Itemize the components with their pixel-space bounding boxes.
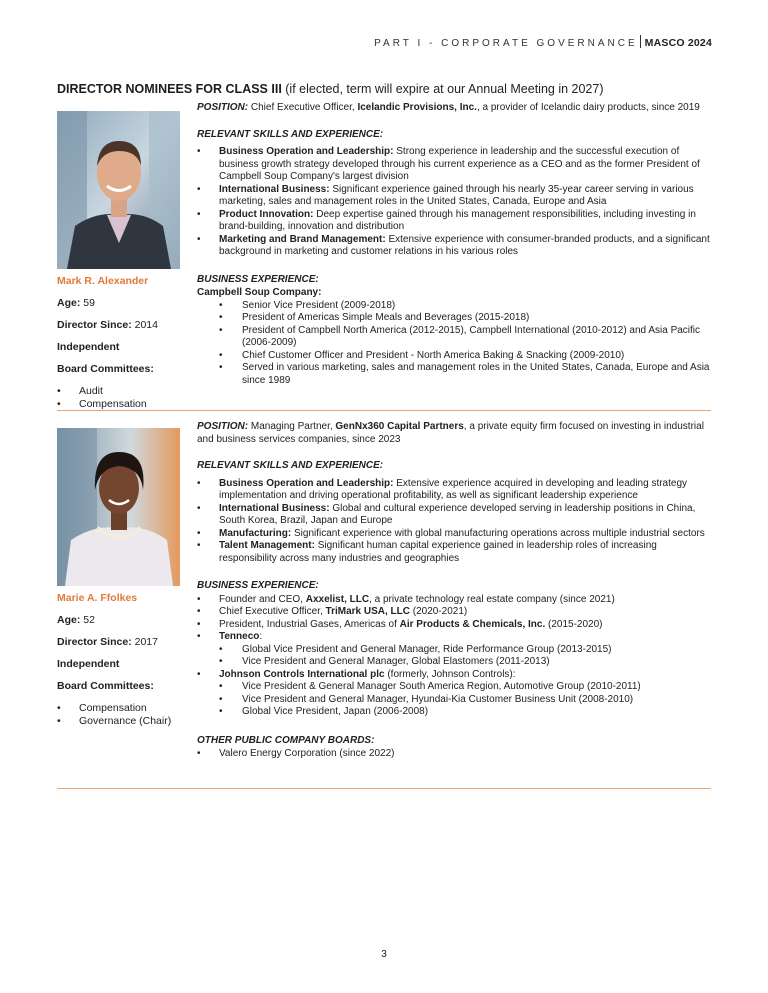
experience-list [197,594,711,719]
list-item: • Global Vice President, Japan (2006-2008) [219,706,711,719]
board-committees-label: Board Committees: [57,363,154,375]
list-item: • Compensation [57,702,185,715]
header-part: PART I - CORPORATE GOVERNANCE [374,38,638,49]
roles-list [197,300,711,388]
list-item: • Chief Customer Officer and President - North America Baking & Snacking (2009-2010) [219,350,711,363]
list-item: • Business Operation and Leadership: Strong experience in leadership and the successful execution of business growth strategy developed through his current experience as a CEO and as the former President of Campbell Soup Company's largest division [197,146,711,184]
list-item: • Vice President and General Manager, Hyundai-Kia Customer Business Unit (2008-2010) [219,694,711,707]
list-item: • Compensation [57,398,185,411]
list-item: • Founder and CEO, Axxelist, LLC, a private technology real estate company (since 2021) [197,594,711,607]
director-photo-ffolkes [57,428,180,586]
list-item: • Chief Executive Officer, TriMark USA, LLC (2020-2021) [197,606,711,619]
director-details-ffolkes [197,421,711,761]
director-age: Age: 59 [57,297,95,309]
list-item: • Vice President and General Manager, Global Elastomers (2011-2013) [219,656,711,669]
director-independent: Independent [57,658,120,670]
director-position: POSITION: Chief Executive Officer, Icelandic Provisions, Inc., a provider of Icelandic dairy products, since 2019 [197,102,700,113]
list-item: • Served in various marketing, sales and management roles in the United States, Canada, Europe and Asia since 1989 [219,362,711,387]
section-title-bold: DIRECTOR NOMINEES FOR CLASS III [57,82,282,96]
header-divider [640,35,641,48]
list-item: • Vice President & General Manager South America Region, Automotive Group (2010-2011) [219,681,711,694]
running-header [374,35,712,49]
list-item: • Audit [57,385,185,398]
committees-list [57,385,185,411]
director-independent: Independent [57,341,120,353]
director-details-alexander [197,102,711,387]
director-position: POSITION: Managing Partner, GenNx360 Capital Partners, a private equity firm focused on investing in industrial and business services companies, since 2023 [197,421,704,445]
section-divider [57,788,711,789]
director-photo-alexander [57,111,180,269]
section-divider [57,410,711,411]
list-item: • Tenneco: • Global Vice President and General Manager, Ride Performance Group (2013-2015) • Vice President and General Manager, Global Elastomers (2011-2013) [197,631,711,669]
list-item: • Johnson Controls International plc (formerly, Johnson Controls): • Vice President & General Manager South America Region, Automotive Group (2010-2011) • Vice President and General Manager, Hyundai-Kia Customer Business Unit (2008-2010) • Global Vice President, Japan (2006-2008) [197,669,711,719]
list-item: • Global Vice President and General Manager, Ride Performance Group (2013-2015) [219,644,711,657]
director-since: Director Since: 2017 [57,636,158,648]
skills-list [197,146,711,259]
director-name: Mark R. Alexander [57,275,149,287]
list-item: • Senior Vice President (2009-2018) [219,300,711,313]
list-item: • Manufacturing: Significant experience with global manufacturing operations across multiple industrial sectors [197,528,711,541]
list-item: • International Business: Significant experience gained through his nearly 35-year career serving in various marketing, sales and management roles in the United States, Canada, Europe and Asia [197,184,711,209]
director-age: Age: 52 [57,614,95,626]
skills-heading: RELEVANT SKILLS AND EXPERIENCE: [197,128,384,140]
skills-heading: RELEVANT SKILLS AND EXPERIENCE: [197,460,384,471]
list-item: • Talent Management: Significant human capital experience gained in leadership roles of increasing responsibility across many industries and geographies [197,540,711,565]
board-committees-label: Board Committees: [57,680,154,692]
list-item: • President of Campbell North America (2012-2015), Campbell International (2010-2012) and Asia Pacific (2006-2009) [219,325,711,350]
director-sidebar-alexander [57,275,185,411]
business-experience-heading: BUSINESS EXPERIENCE: [197,580,319,591]
list-item: • Governance (Chair) [57,715,185,728]
director-name: Marie A. Ffolkes [57,592,138,604]
page-number: 3 [381,949,387,960]
list-item: • President of Americas Simple Meals and Beverages (2015-2018) [219,312,711,325]
list-item: • Valero Energy Corporation (since 2022) [197,748,711,761]
list-item: • Product Innovation: Deep expertise gained through his management responsibilities, including investing in brand-building, innovation and distribution [197,209,711,234]
list-item: • President, Industrial Gases, Americas of Air Products & Chemicals, Inc. (2015-2020) [197,619,711,632]
other-boards-list [197,748,711,761]
skills-list [197,478,711,566]
list-item: • Marketing and Brand Management: Extensive experience with consumer-branded products, and a significant background in marketing and customer relations in his various roles [197,234,711,259]
section-title [57,82,604,96]
section-title-rest: (if elected, term will expire at our Annual Meeting in 2027) [281,82,604,96]
business-experience-heading: BUSINESS EXPERIENCE: [197,273,319,285]
director-sidebar-ffolkes [57,592,185,728]
director-since: Director Since: 2014 [57,319,158,331]
list-item: • International Business: Global and cultural experience developed serving in leadership positions in China, South Korea, Brazil, Japan and Europe [197,503,711,528]
header-company: MASCO 2024 [644,37,712,49]
other-boards-heading: OTHER PUBLIC COMPANY BOARDS: [197,734,375,746]
committees-list [57,702,185,728]
company-name: Campbell Soup Company: [197,287,322,298]
list-item: • Business Operation and Leadership: Extensive experience acquired in developing and leading strategy implementation and driving operational profitability, as well as significant leadership experience [197,478,711,503]
